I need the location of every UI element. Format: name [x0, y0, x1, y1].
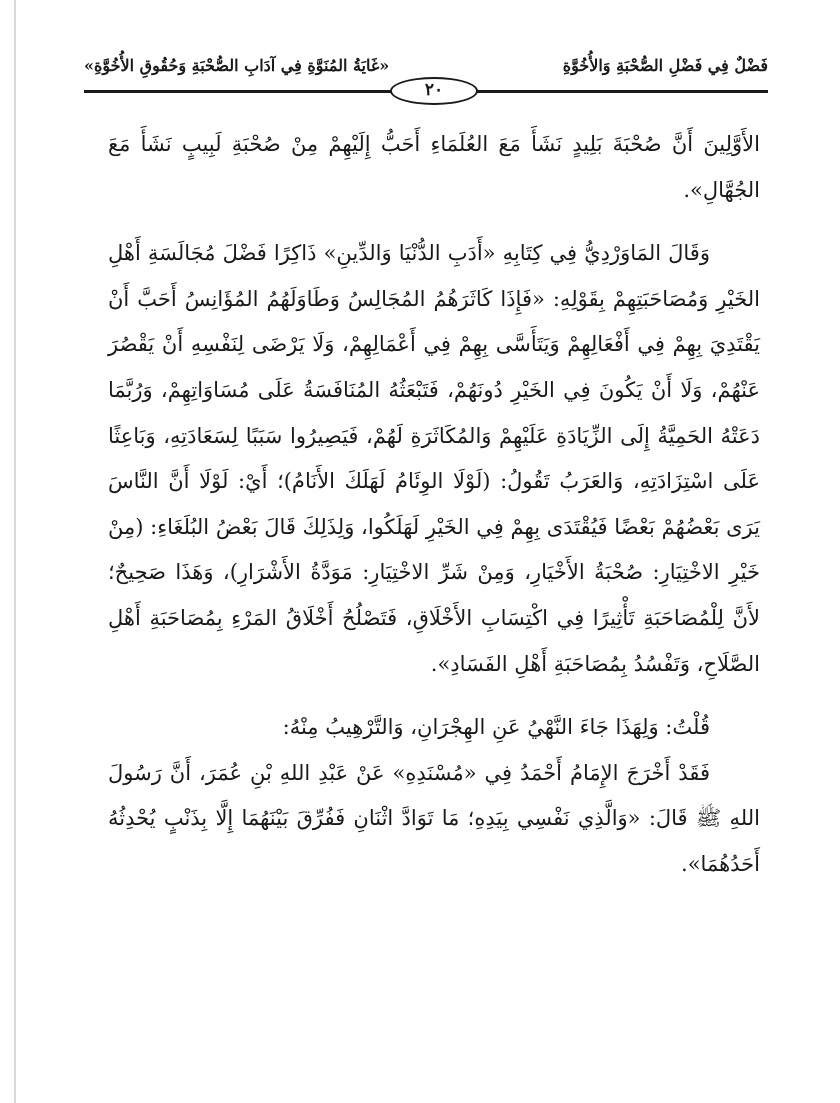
binding-edge	[14, 0, 16, 1103]
book-title: «غَايَةُ المُنَوَّةِ فِي آدَابِ الصُّحْبَةِ وَحُقُوقِ الأُخُوَّةِ»	[84, 56, 390, 75]
paragraph-author-note: قُلْتُ: وَلِهَذَا جَاءَ النَّهْيُ عَنِ الهِجْرَانِ، وَالتَّرْهِيبُ مِنْهُ:	[282, 715, 710, 740]
paragraph-mawardi-quote: وَقَالَ المَاوَرْدِيُّ فِي كِتَابِهِ «أَدَبِ الدُّنْيَا وَالدِّينِ» ذَاكِرًا فَضْلَ مُجَالَسَةِ أَهْلِ الخَيْرِ وَمُصَاحَبَتِهِمْ بِقَوْلِهِ: «فَإِذَا كَاثَرَهُمُ المُجَالِسُ وَطَاوَلَهُمُ المُؤَانِسُ أَحَبَّ أَنْ يَقْتَدِيَ بِهِمْ فِي أَفْعَالِهِمْ وَيَتَأَسَّى بِهِمْ فِي أَعْمَالِهِمْ، وَلَا يَرْضَى لِنَفْسِهِ أَنْ يَقْصُرَ عَنْهُمْ، وَلَا أَنْ يَكُونَ فِي الخَيْرِ دُونَهُمْ، فَتَبْعَثُهُ المُنَافَسَةُ عَلَى مُسَاوَاتِهِمْ، وَرُبَّمَا دَعَتْهُ الحَمِيَّةُ إِلَى الزِّيَادَةِ عَلَيْهِمْ وَالمُكَاثَرَةِ لَهُمْ، فَيَصِيرُوا سَبَبًا لِسَعَادَتِهِ، وَبَاعِثًا عَلَى اسْتِزَادَتِهِ، وَالعَرَبُ تَقُولُ: (لَوْلَا الوِئَامُ لَهَلَكَ الأَنَامُ)؛ أَيْ: لَوْلَا أَنَّ النَّاسَ يَرَى بَعْضُهُمْ بَعْضًا فَيُقْتَدَى بِهِمْ فِي الخَيْرِ لَهَلَكُوا، وَلِذَلِكَ قَالَ بَعْضُ البُلَغَاءِ: (مِنْ خَيْرِ الاخْتِيَارِ: صُحْبَةُ الأَخْيَارِ، وَمِنْ شَرِّ الاخْتِيَارِ: مَوَدَّةُ الأَشْرَارِ)، وَهَذَا صَحِيحٌ؛ لأَنَّ لِلْمُصَاحَبَةِ تَأْثِيرًا فِي اكْتِسَابِ الأَخْلَاقِ، فَتَصْلُحُ أَخْلَاقُ المَرْءِ بِمُصَاحَبَةِ أَهْلِ الصَّلَاحِ، وَتَفْسُدُ بِمُصَاحَبَةِ أَهْلِ الفَسَادِ».	[108, 241, 760, 676]
page-number: ٢٠	[390, 77, 478, 105]
paragraph-hadith: فَقَدْ أَخْرَجَ الإِمَامُ أَحْمَدُ فِي «مُسْنَدِهِ» عَنْ عَبْدِ اللهِ بْنِ عُمَرَ، أَنَّ رَسُولَ اللهِ ﷺ قَالَ: «وَالَّذِي نَفْسِي بِيَدِهِ؛ مَا تَوَادَّ اثْنَانِ فَفُرِّقَ بَيْنَهُمَا إِلَّا بِذَنْبٍ يُحْدِثُهُ أَحَدُهُمَا».	[108, 760, 760, 876]
body-text	[108, 122, 760, 888]
page-header	[84, 50, 768, 110]
paragraph-continued: الأَوَّلِينَ أَنَّ صُحْبَةَ بَلِيدٍ نَشَأَ مَعَ العُلَمَاءِ أَحَبُّ إِلَيْهِمْ مِنْ صُحْبَةِ لَبِيبٍ نَشَأَ مَعَ الجُهَّالِ».	[108, 132, 760, 202]
chapter-title: فَضْلٌ فِي فَضْلِ الصُّحْبَةِ وَالأُخُوَّةِ	[562, 56, 768, 75]
